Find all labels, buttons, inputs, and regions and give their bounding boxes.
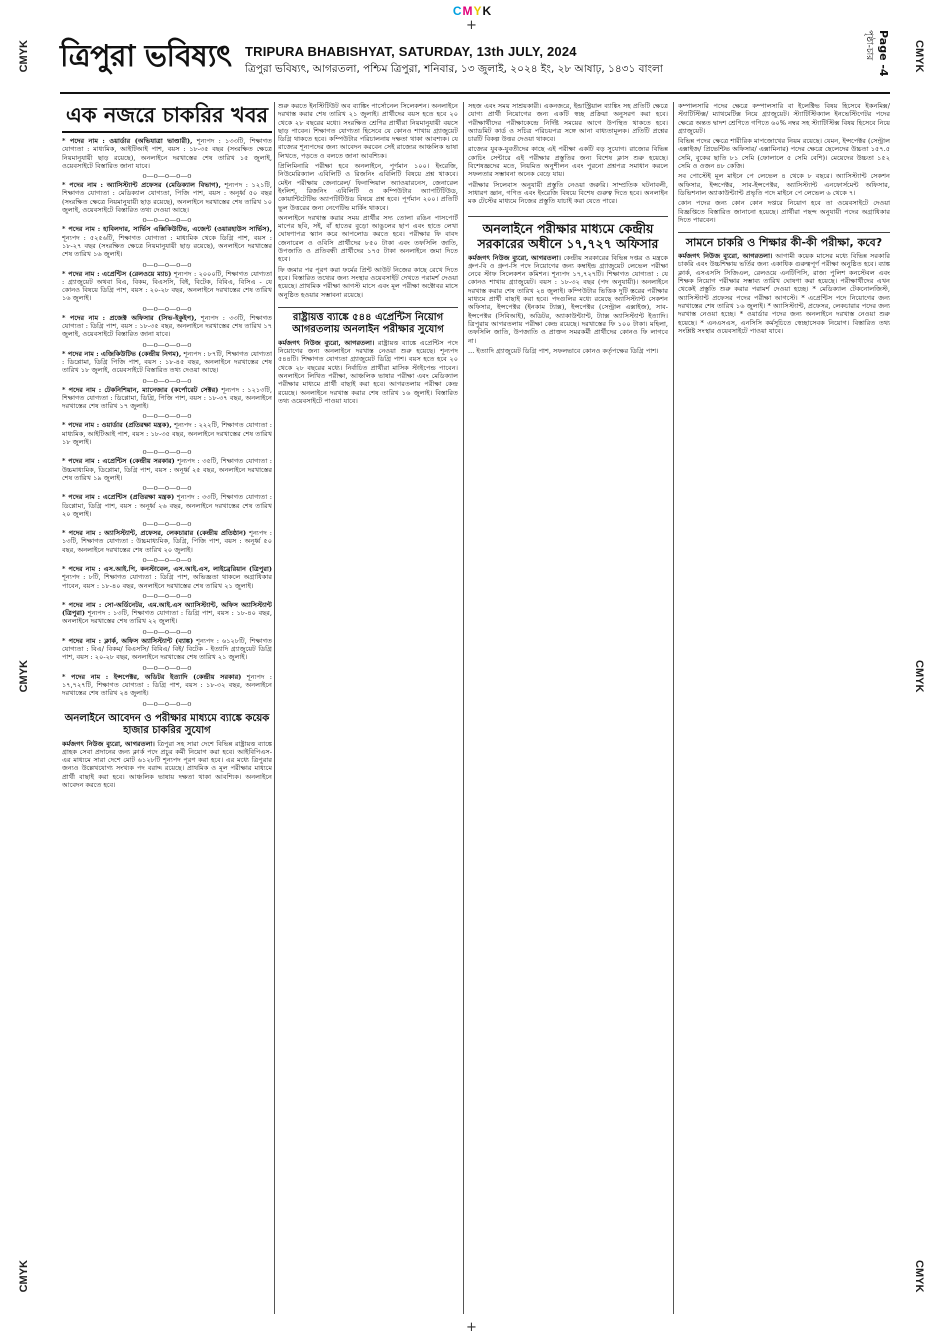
job-title: * পদের নাম : এজিকিউটিভ (কেন্দ্রীয় নিগম), [62, 349, 182, 358]
job-item [62, 529, 272, 554]
job-item [62, 137, 272, 170]
paragraph: অনলাইনে দরখাস্ত করার সময় প্রার্থীর সদ্য তোলা রঙিন পাসপোর্ট মাপের ছবি, সই, বাঁ হাতের বুড়ো আঙুলের ছাপ এবং হাতে লেখা ঘোষণাপত্র স্ক্যান করে আপলোড করতে হবে। পরীক্ষার ফি বাবদ জেনারেল ও ওবিসি প্রার্থীদের ৮৫০ টাকা এবং তফসিলি জাতি, উপজাতি ও প্রতিবন্ধী প্রার্থীদের ১৭৫ টাকা অনলাইনে জমা দিতে হবে। [278, 213, 458, 264]
masthead [60, 30, 890, 94]
newspaper-logo: ত্রিপুরা ভবিষ্যৎ [60, 39, 232, 74]
separator: o—o—o—o—o [142, 260, 192, 269]
column-4 [678, 102, 890, 1312]
job-title: * পদের নাম : এস.আই.পি, কনস্টাবেল, এস.আই.এস, লাইব্রেরিয়ান (ত্রিপুরা) [62, 564, 272, 573]
job-item [62, 601, 272, 626]
story-headline: সামনে চাকরি ও শিক্ষার কী-কী পরীক্ষা, কবে? [678, 232, 890, 249]
paragraph: কম্পালসারি পদের ক্ষেত্রে কম্পালসারি বা ইলেক্টিভ বিষয় হিসেবে ইকনমিক্স/ স্ট্যাটিস্টিক্স/ ম্যাথমেটিক্স নিয়ে গ্র্যাজুয়েট। স্ট্যাটিস্টিক্যাল ইনভেস্টিগেটর পদের ক্ষেত্রে অন্তত দ্বাদশ শ্রেণিতে গণিতে ৬০% নম্বর সহ স্ট্যাটিস্টিক্স বিষয় হিসেবে নিয়ে গ্র্যাজুয়েট। [678, 102, 890, 135]
separator: o—o—o—o—o [142, 448, 192, 457]
story-byline: কর্মজগৎ নিউজ ব্যুরো, আগরতলা। [678, 252, 773, 261]
page-number-bengali: পৃষ্ঠা-চার [864, 30, 874, 61]
job-body: শূন্যপদ : ৩৩টি, শিক্ষাগত যোগ্যতা : ডিগ্রি পাশ, বয়স : ১৮-৩৫ বছর, অনলাইনে দরখাস্তের শেষ তারিখ ১৭ জুলাই, ওয়েবসাইটে বিস্তারিত জানা যাবে। [62, 313, 272, 339]
story-text [278, 339, 458, 405]
job-title: * পদের নাম : প্রজেক্ট অফিসার (সিভ-ইকুইপ), [62, 313, 197, 322]
column-3 [468, 102, 668, 1312]
story-headline: অনলাইনে পরীক্ষার মাধ্যমে কেন্দ্রীয় সরকারের অধীনে ১৭,৭২৭ অফিসার [468, 216, 668, 251]
job-body: শূন্যপদ : ১২১৩টি, শিক্ষাগত যোগ্যতা : ডিপ্লোমা, ডিগ্রি, পিজি পাশ, বয়স : ১৮-৩৭ বছর, অনলাইনে দরখাস্তের শেষ তারিখ ১৭ জুলাই। [62, 385, 272, 411]
registration-plus-bottom: + [466, 1320, 477, 1335]
job-item [62, 673, 272, 698]
cmyk-side-right-mid: CMYK [913, 660, 925, 693]
job-item [62, 225, 272, 258]
separator: o—o—o—o—o [142, 555, 192, 564]
cmyk-side-left-mid: CMYK [18, 660, 30, 693]
job-title: * পদের নাম : এপ্রেন্টিস (রেলওয়ে ম্যাচ) [62, 269, 172, 278]
job-body: শূন্যপদ : ১৩টি, শিক্ষাগত যোগ্যতা : ডিগ্রি পাশ, বয়স : ১৮-৪০ বছর, অনলাইনে দরখাস্তের শেষ তারিখ ২২ জুলাই। [62, 609, 272, 626]
separator: o—o—o—o—o [142, 663, 192, 672]
paragraph: ফি জমার পর পূরণ করা ফর্মের প্রিন্ট আউট নিজের কাছে রেখে দিতে হবে। বিস্তারিত তথ্যের জন্য সংস্থার ওয়েবসাইট দেখতে পরামর্শ দেওয়া হয়েছে। প্রাথমিক পরীক্ষা আগস্ট মাসে এবং মূল পরীক্ষা অক্টোবর মাসে অনুষ্ঠিত হওয়ার সম্ভাবনা রয়েছে। [278, 265, 458, 299]
story-body: কেন্দ্রীয় সরকারের বিভিন্ন দপ্তর ও মন্ত্রকে গ্রুপ-বি ও গ্রুপ-সি পদে নিয়োগের জন্য কম্বাইন্ড গ্র্যাজুয়েট লেভেল পরীক্ষা নেবে স্টাফ সিলেকশন কমিশন। শূন্যপদ ১৭,৭২৭টি। শিক্ষাগত যোগ্যতা : যে কোনও শাখায় গ্র্যাজুয়েট। বয়স : ১৮-৩২ বছর (পদ অনুযায়ী)। অনলাইনে দরখাস্ত করার শেষ তারিখ ২৪ জুলাই। কম্পিউটার ভিত্তিক দুটি স্তরের পরীক্ষার মাধ্যমে প্রার্থী বাছাই করা হবে। পদগুলির মধ্যে রয়েছে অ্যাসিস্ট্যান্ট সেকশন অফিসার, ইন্সপেক্টর (ইনকাম ট্যাক্স), ইন্সপেক্টর (সেন্ট্রাল এক্সাইজ), সাব-ইন্সপেক্টর (সিবিআই), অডিটর, অ্যাকাউন্ট্যান্ট, ট্যাক্স অ্যাসিস্ট্যান্ট ইত্যাদি। ত্রিপুরায় আগরতলায় পরীক্ষা কেন্দ্র রয়েছে। দরখাস্তের ফি ১০০ টাকা। মহিলা, তফসিলি জাতি, উপজাতি ও প্রাক্তন সমরকর্মী প্রার্থীদের কোনও ফি লাগবে না। [468, 253, 668, 345]
job-body: শূন্যপদ : ২০০০টি, শিক্ষাগত যোগ্যতা : গ্র্যাজুয়েট অথবা বিএ, বিকম, বিএসসি, বিই, বিটেক, বিবিএ, বিসিএ - যে কোনও বিষয়ে ডিগ্রি পাশ, বয়স : ২০-২৮ বছর, অনলাইনে দরখাস্তের শেষ তারিখ ১৬ জুলাই। [62, 269, 272, 303]
cmyk-m: M [462, 4, 474, 18]
page-number-label: Page -4 [877, 30, 890, 77]
job-title: * পদের নাম : ওয়ার্ডার (অভিযাত্রা ভাণ্ডারী), [62, 137, 193, 145]
column-2 [278, 102, 458, 1312]
story-text [62, 740, 272, 790]
paragraph: রাজ্যের যুবক-যুবতীদের কাছে এই পরীক্ষা একটি বড় সুযোগ। রাজ্যের বিভিন্ন কোচিং সেন্টারে এই পরীক্ষার প্রস্তুতির জন্য বিশেষ ক্লাস শুরু হয়েছে। বিশেষজ্ঞদের মতে, নিয়মিত অনুশীলন এবং পুরনো প্রশ্নপত্র সমাধান করলে সফলতার সম্ভাবনা অনেক বেড়ে যায়। [468, 145, 668, 179]
separator: o—o—o—o—o [142, 216, 192, 225]
paragraph: বিভিন্ন পদের ক্ষেত্রে শারীরিক মাপজোখের নিয়ম রয়েছে। যেমন, ইন্সপেক্টর (সেন্ট্রাল এক্সাইজ/ প্রিভেন্টিভ অফিসার/ এক্সামিনার) পদের ক্ষেত্রে ছেলেদের উচ্চতা ১৫৭.৫ সেমি, বুকের ছাতি ৮১ সেমি (ফোলালে ৫ সেমি বেশি)। মেয়েদের উচ্চতা ১৫২ সেমি ও ওজন ৪৮ কেজি। [678, 137, 890, 171]
job-body: শূন্যপদ : ৮টি, শিক্ষাগত যোগ্যতা : ডিগ্রি পাশ, অভিজ্ঞতা থাকলে অগ্রাধিকার পাবেন, বয়স : ১৮-৪০ বছর, অনলাইনে দরখাস্তের শেষ তারিখ ২১ জুলাই। [62, 573, 272, 590]
separator: o—o—o—o—o [142, 627, 192, 636]
page-number [862, 30, 890, 88]
cmyk-side-left-bottom: CMYK [18, 1260, 30, 1293]
separator: o—o—o—o—o [142, 340, 192, 349]
story-body: রাষ্ট্রায়ত্ত ব্যাঙ্কে এপ্রেন্টিস পদে নিয়োগের জন্য অনলাইনে দরখাস্ত নেওয়া শুরু হয়েছে। শূন্যপদ ৫৪৪টি। শিক্ষাগত যোগ্যতা গ্র্যাজুয়েট ডিগ্রি পাশ। বয়স হতে হবে ২০ থেকে ২৮ বছরের মধ্যে। নির্বাচিত প্রার্থীরা মাসিক স্টাইপেন্ড পাবেন। অনলাইনে লিখিত পরীক্ষা, আঞ্চলিক ভাষার পরীক্ষা এবং মেডিক্যাল পরীক্ষার মাধ্যমে প্রার্থী বাছাই করা হবে। আগরতলায় পরীক্ষা কেন্দ্র রয়েছে। অনলাইনে দরখাস্ত করার শেষ তারিখ ১৬ জুলাই। বিস্তারিত তথ্য ওয়েবসাইটে পাওয়া যাবে। [278, 338, 458, 405]
story-headline: রাষ্ট্রায়ত্ত ব্যাঙ্কে ৫৪৪ এপ্রেন্টিস নিয়োগ আগরতলায় অনলাইন পরীক্ষার সুযোগ [278, 307, 458, 336]
job-body: শূন্যপদ : ৩৩টি, শিক্ষাগত যোগ্যতা : ডিপ্লোমা, ডিগ্রি পাশ, বয়স : অনূর্ধ্ব ২৬ বছর, অনলাইনে দরখাস্তের শেষ তারিখ ২০ জুলাই। [62, 493, 272, 518]
paragraph-tail: ... ইত্যাদি গ্র্যাজুয়েট ডিগ্রি পাশ, সফলভাবে কোনও কর্তৃপক্ষের ডিগ্রি পাশ। [468, 346, 659, 355]
separator: o—o—o—o—o [142, 376, 192, 385]
separator: o—o—o—o—o [142, 172, 192, 181]
story-text [468, 254, 668, 345]
job-title: * পদের নাম : টেকনিশিয়ান, ম্যানেজার (কর্পোরেট সেক্টর) [62, 385, 219, 394]
separator: o—o—o—o—o [142, 304, 192, 313]
story-byline: কর্মজগৎ নিউজ ব্যুরো, আগরতলা। [62, 739, 155, 748]
registration-plus-top: + [466, 18, 477, 33]
dateline-bengali: ত্রিপুরা ভবিষ্যৎ, আগরতলা, পশ্চিম ত্রিপুরা, শনিবার, ১৩ জুলাই, ২০২৪ ইং, ২৮ আষাঢ়, ১৪৩১ বাংলা [245, 63, 663, 75]
separator: o—o—o—o—o [142, 412, 192, 421]
column-rule-2 [463, 102, 464, 1314]
cmyk-top-mark [0, 4, 945, 18]
story-byline: কর্মজগৎ নিউজ ব্যুরো, আগরতলা। [278, 338, 375, 347]
job-title: * পদের নাম : এপ্রেন্টিস (কেন্দ্রীয় সরকার) [62, 457, 175, 466]
job-item [62, 314, 272, 339]
column-rule-1 [274, 102, 275, 1314]
column-rule-3 [673, 102, 674, 1314]
job-body: শূন্যপদ : ২২২টি, শিক্ষাগত যোগ্যতা : মাধ্যমিক, আইটিআই পাশ, বয়স : ১৮-৩৫ বছর, অনলাইনে দরখাস্তের শেষ তারিখ ১৮ জুলাই। [62, 421, 272, 447]
story-byline: কর্মজগৎ নিউজ ব্যুরো, আগরতলা। [468, 253, 561, 262]
job-title: * পদের নাম : অ্যাসিস্ট্যান্ট প্রফেসর (মেডিক্যাল বিভাগ), [62, 181, 221, 190]
job-title: * পদের নাম : ক্লার্ক, অফিস অ্যাসিস্ট্যান্ট (ব্যাঙ্ক) [62, 636, 194, 645]
job-body: শূন্যপদ : ৩৫টি, শিক্ষাগত যোগ্যতা : উচ্চমাধ্যমিক, ডিপ্লোমা, ডিগ্রি পাশ, বয়স : অনূর্ধ্ব ২৫ বছর, অনলাইনে দরখাস্তের শেষ তারিখ ১৯ জুলাই। [62, 457, 272, 482]
cmyk-y: Y [473, 4, 483, 18]
paragraph: সহজ এবং সময় সাশ্রয়কারী। একনজরে, ইন্ডাস্ট্রিয়াল ব্যাঙ্কিং সহ প্রতিটি ক্ষেত্রে যোগ্য প্রার্থী নিয়োগের জন্য একটি স্বচ্ছ প্রক্রিয়া অনুসরণ করা হবে। পরীক্ষার্থীদের পরীক্ষাকেন্দ্রে নির্দিষ্ট সময়ের আগে উপস্থিত থাকতে হবে। অ্যাডমিট কার্ড ও সচিত্র পরিচয়পত্র সঙ্গে আনা বাধ্যতামূলক। প্রতিটি প্রশ্নের চারটি বিকল্প উত্তর দেওয়া থাকবে। [468, 102, 668, 144]
job-item [62, 270, 272, 303]
job-item [62, 181, 272, 214]
job-title: * পদের নাম : এপ্রেন্টিস (প্রতিরক্ষা মন্ত্রক) [62, 493, 175, 502]
job-item [62, 386, 272, 411]
separator: o—o—o—o—o [142, 484, 192, 493]
job-title: * পদের নাম : ইন্সপেক্টর, অডিটর ইত্যাদি (কেন্দ্রীয় সরকার) [62, 672, 242, 681]
job-body: শূন্যপদ : ১৩৩টি, শিক্ষাগত যোগ্যতা : মাধ্যমিক, আইটিআই পাশ, বয়স : ১৮-৩৫ বছর (সংরক্ষিত ক্ষেত্রে নিয়মানুযায়ী ছাড় রয়েছে), অনলাইনে দরখাস্তের শেষ তারিখ ১৫ জুলাই, ওয়েবসাইটে বিস্তারিত জানা যাবে। [62, 137, 272, 170]
job-item [62, 457, 272, 482]
cmyk-k: K [482, 4, 493, 18]
separator: o—o—o—o—o [142, 699, 192, 708]
paragraph: প্রিলিমিনারি পরীক্ষা হবে অনলাইনে, পূর্ণমান ১০০। ইংরেজি, নিউমেরিক্যাল এবিলিটি ও রিজনিং এবিলিটি বিষয়ে প্রশ্ন থাকবে। মেইন পরীক্ষায় জেনারেল/ ফিনান্সিয়াল অ্যাওয়ারনেস, জেনারেল ইংলিশ, রিজনিং এবিলিটি ও কম্পিউটার অ্যাপটিটিউড, কোয়ান্টিটেটিভ অ্যাপটিটিউড বিষয়ে প্রশ্ন হবে। পূর্ণমান ২০০। প্রতিটি ভুল উত্তরের জন্য নেগেটিভ মার্কিং থাকবে। [278, 162, 458, 212]
job-item [62, 350, 272, 375]
story-headline: অনলাইনে আবেদন ও পরীক্ষার মাধ্যমে ব্যাঙ্কে কয়েক হাজার চাকরির সুযোগ [64, 712, 270, 736]
separator: o—o—o—o—o [142, 591, 192, 600]
job-item [62, 565, 272, 590]
job-body: শূন্যপদ : ১৩টি, শিক্ষাগত যোগ্যতা : উচ্চমাধ্যমিক, ডিগ্রি, পিজি পাশ, বয়স : অনূর্ধ্ব ৫০ বছর, অনলাইনে দরখাস্তের শেষ তারিখ ২০ জুলাই। [62, 529, 272, 554]
job-body: শূন্যপদ : ৬১২৮টি, শিক্ষাগত যোগ্যতা : বিএ/ বিকম/ বিএসসি/ বিবিএ/ বিই/ বিটেক - ইত্যাদি গ্র্যাজুয়েট ডিগ্রি পাশ, বয়স : ২০-২৮ বছর, অনলাইনে দরখাস্তের শেষ তারিখ ২১ জুলাই। [62, 636, 272, 662]
story-body: ত্রিপুরা সহ সারা দেশে বিভিন্ন রাষ্ট্রায়ত্ত ব্যাঙ্কে গ্রাহক সেবা প্রদানের জন্য ক্লার্ক পদে প্রচুর কর্মী নিয়োগ করা হবে। আইবিপিএস-এর মাধ্যমে সারা দেশে মোট ৬১২৮টি শূন্যপদ পূরণ করা হবে। এর মধ্যে ত্রিপুরার জন্যও উল্লেখযোগ্য সংখ্যক পদ বরাদ্দ রয়েছে। প্রাথমিক ও মূল পরীক্ষার মাধ্যমে প্রার্থী বাছাই করা হবে। আঞ্চলিক ভাষায় দক্ষতা থাকা আবশ্যিক। অনলাইনে আবেদন করতে হবে। [62, 739, 272, 790]
job-list [62, 137, 272, 709]
story-body: আগামী কয়েক মাসের মধ্যে বিভিন্ন সরকারি চাকরি এবং উচ্চশিক্ষায় ভর্তির জন্য একাধিক গুরুত্বপূর্ণ পরীক্ষা অনুষ্ঠিত হবে। ব্যাঙ্ক ক্লার্ক, এসএসসি সিজিএল, রেলওয়ে এনটিপিসি, রাজ্য পুলিশ কনস্টেবল এবং শিক্ষক নিয়োগ পরীক্ষার সম্ভাব্য তারিখ ঘোষণা করা হয়েছে। পরীক্ষার্থীদের এখন থেকেই প্রস্তুতি শুরু করার পরামর্শ দেওয়া হচ্ছে। * মেডিক্যাল টেকনোলজিস্ট, অ্যাসিস্ট্যান্ট প্রফেসর পদের পরীক্ষা আগস্টে। * এপ্রেন্টিস পদে নিয়োগের জন্য দরখাস্তের শেষ তারিখ ১৬ জুলাই। * অ্যাসিস্ট্যান্ট, প্রফেসর, লেকচারার পদের জন্য দরখাস্ত নেওয়া হচ্ছে। * ওয়ার্ডার পদের জন্য অনলাইনে দরখাস্ত নেওয়া শুরু হয়েছে। * এনএসএস, এনসিসি কর্মসূচিতে স্বেচ্ছাসেবক নিয়োগ। বিস্তারিত তথ্য সংশ্লিষ্ট সংস্থার ওয়েবসাইটে পাওয়া যাবে। [678, 252, 890, 335]
paragraph: পরীক্ষার সিলেবাস অনুযায়ী প্রস্তুতি নেওয়া জরুরি। সাম্প্রতিক ঘটনাবলী, সাধারণ জ্ঞান, গণিত এবং ইংরেজি বিষয়ে বিশেষ গুরুত্ব দিতে হবে। অনলাইন মক টেস্টের মাধ্যমে নিজের প্রস্তুতি যাচাই করা যেতে পারে। [468, 180, 668, 206]
cmyk-side-left-top: CMYK [18, 40, 30, 73]
separator: o—o—o—o—o [142, 520, 192, 529]
section-kicker: এক নজরে চাকরির খবর [62, 102, 272, 133]
job-item [62, 493, 272, 518]
job-item [62, 637, 272, 662]
cmyk-side-right-top: CMYK [913, 40, 925, 73]
paragraph: কোন পদের জন্য কোন কোন দপ্তরে নিয়োগ হবে তা ওয়েবসাইটে দেওয়া বিজ্ঞপ্তিতে বিস্তারিত জানানো হয়েছে। প্রার্থীরা পছন্দ অনুযায়ী পদের অগ্রাধিকার দিতে পারবেন। [678, 199, 890, 224]
cmyk-side-right-bottom: CMYK [913, 1260, 925, 1293]
job-title: * পদের নাম : অ্যাসিস্ট্যান্ট, প্রফেসর, লেকচারার (কেন্দ্রীয় প্রতিষ্ঠান) [62, 529, 247, 538]
job-body: শূন্যপদ : ৫২৫৬টি, শিক্ষাগত যোগ্যতা : মাধ্যমিক থেকে ডিগ্রি পাশ, বয়স : ১৮-২৭ বছর (সংরক্ষিত ক্ষেত্রে নিয়মানুযায়ী ছাড় রয়েছে), অনলাইনে দরখাস্তের শেষ তারিখ ১৬ জুলাই। [62, 233, 272, 259]
paragraph: সব পোস্টেই মূল মাইনে পে লেভেল ৪ থেকে ৮ বছরে। অ্যাসিস্ট্যান্ট সেকশন অফিসার, ইন্সপেক্টর, সাব-ইন্সপেক্টর, অ্যাসিস্ট্যান্ট এনফোর্সমেন্ট অফিসার, ডিভিশনাল অ্যাকাউন্ট্যান্ট প্রভৃতি পদে মাইনে পে লেভেল ৬ থেকে ৭। [678, 172, 890, 197]
cmyk-c: C [452, 4, 463, 18]
paragraph: শুরু করতে ইনস্টিটিউট অব ব্যাঙ্কিং পার্সোনেল সিলেকশন। অনলাইনে দরখাস্ত করার শেষ তারিখ ২১ জুলাই। প্রার্থীদের বয়স হতে হবে ২০ থেকে ২৮ বছরের মধ্যে। সংরক্ষিত শ্রেণির প্রার্থীরা নিয়মানুযায়ী বয়সে ছাড় পাবেন। শিক্ষাগত যোগ্যতা হিসেবে যে কোনও শাখায় গ্র্যাজুয়েট ডিগ্রি থাকতে হবে। কম্পিউটার পরিচালনায় দক্ষতা থাকা আবশ্যক। যে রাজ্যের শূন্যপদের জন্য আবেদন করবেন সেই রাজ্যের আঞ্চলিক ভাষা লিখতে, পড়তে ও বলতে জানা আবশ্যিক। [278, 102, 458, 160]
job-title: * পদের নাম : ওয়ার্ডার (প্রতিরক্ষা মন্ত্রক), [62, 421, 172, 430]
column-1 [62, 102, 272, 1312]
job-body: শূন্যপদ : ৮৭টি, শিক্ষাগত যোগ্যতা : ডিপ্লোমা, ডিগ্রি পিজি পাশ, বয়স : ১৮-৪৫ বছর, অনলাইনে দরখাস্তের শেষ তারিখ ১৮ জুলাই, ওয়েবসাইটে বিস্তারিত তথ্য দেওয়া আছে। [62, 349, 272, 375]
job-body: শূন্যপদ : ১২১টি, শিক্ষাগত যোগ্যতা : মেডিক্যাল যোগ্যতা, পিজি পাশ, বয়স : অনূর্ধ্ব ৫০ বছর (সংরক্ষিত ক্ষেত্রে নিয়মানুযায়ী ছাড় রয়েছে), অনলাইনে দরখাস্তের শেষ তারিখ ১০ জুলাই, ওয়েবসাইটে বিস্তারিত তথ্য দেওয়া আছে। [62, 181, 272, 215]
job-item [62, 421, 272, 446]
dateline: TRIPURA BHABISHYAT, SATURDAY, 13th JULY, 2024 [245, 44, 577, 59]
job-body: শূন্যপদ : ১৭,৭২৭টি, শিক্ষাগত যোগ্যতা : ডিগ্রি পাশ, বয়স : ১৮-৩২ বছর, অনলাইনে দরখাস্তের শেষ তারিখ ২৪ জুলাই। [62, 672, 272, 698]
story-text [678, 252, 890, 335]
job-title: * পদের নাম : হাবিলদার, সার্ভিস এক্সিকিউটিভ, এজেন্ট (ওয়ারহাউস সার্ভিস), [62, 225, 272, 234]
job-title: * পদের নাম : সো-অর্ডিনেটর, এম.আই.এস অ্যাসিস্ট্যান্ট, অফিস অ্যাসিস্ট্যান্ট (ত্রিপুরা) [62, 600, 272, 618]
